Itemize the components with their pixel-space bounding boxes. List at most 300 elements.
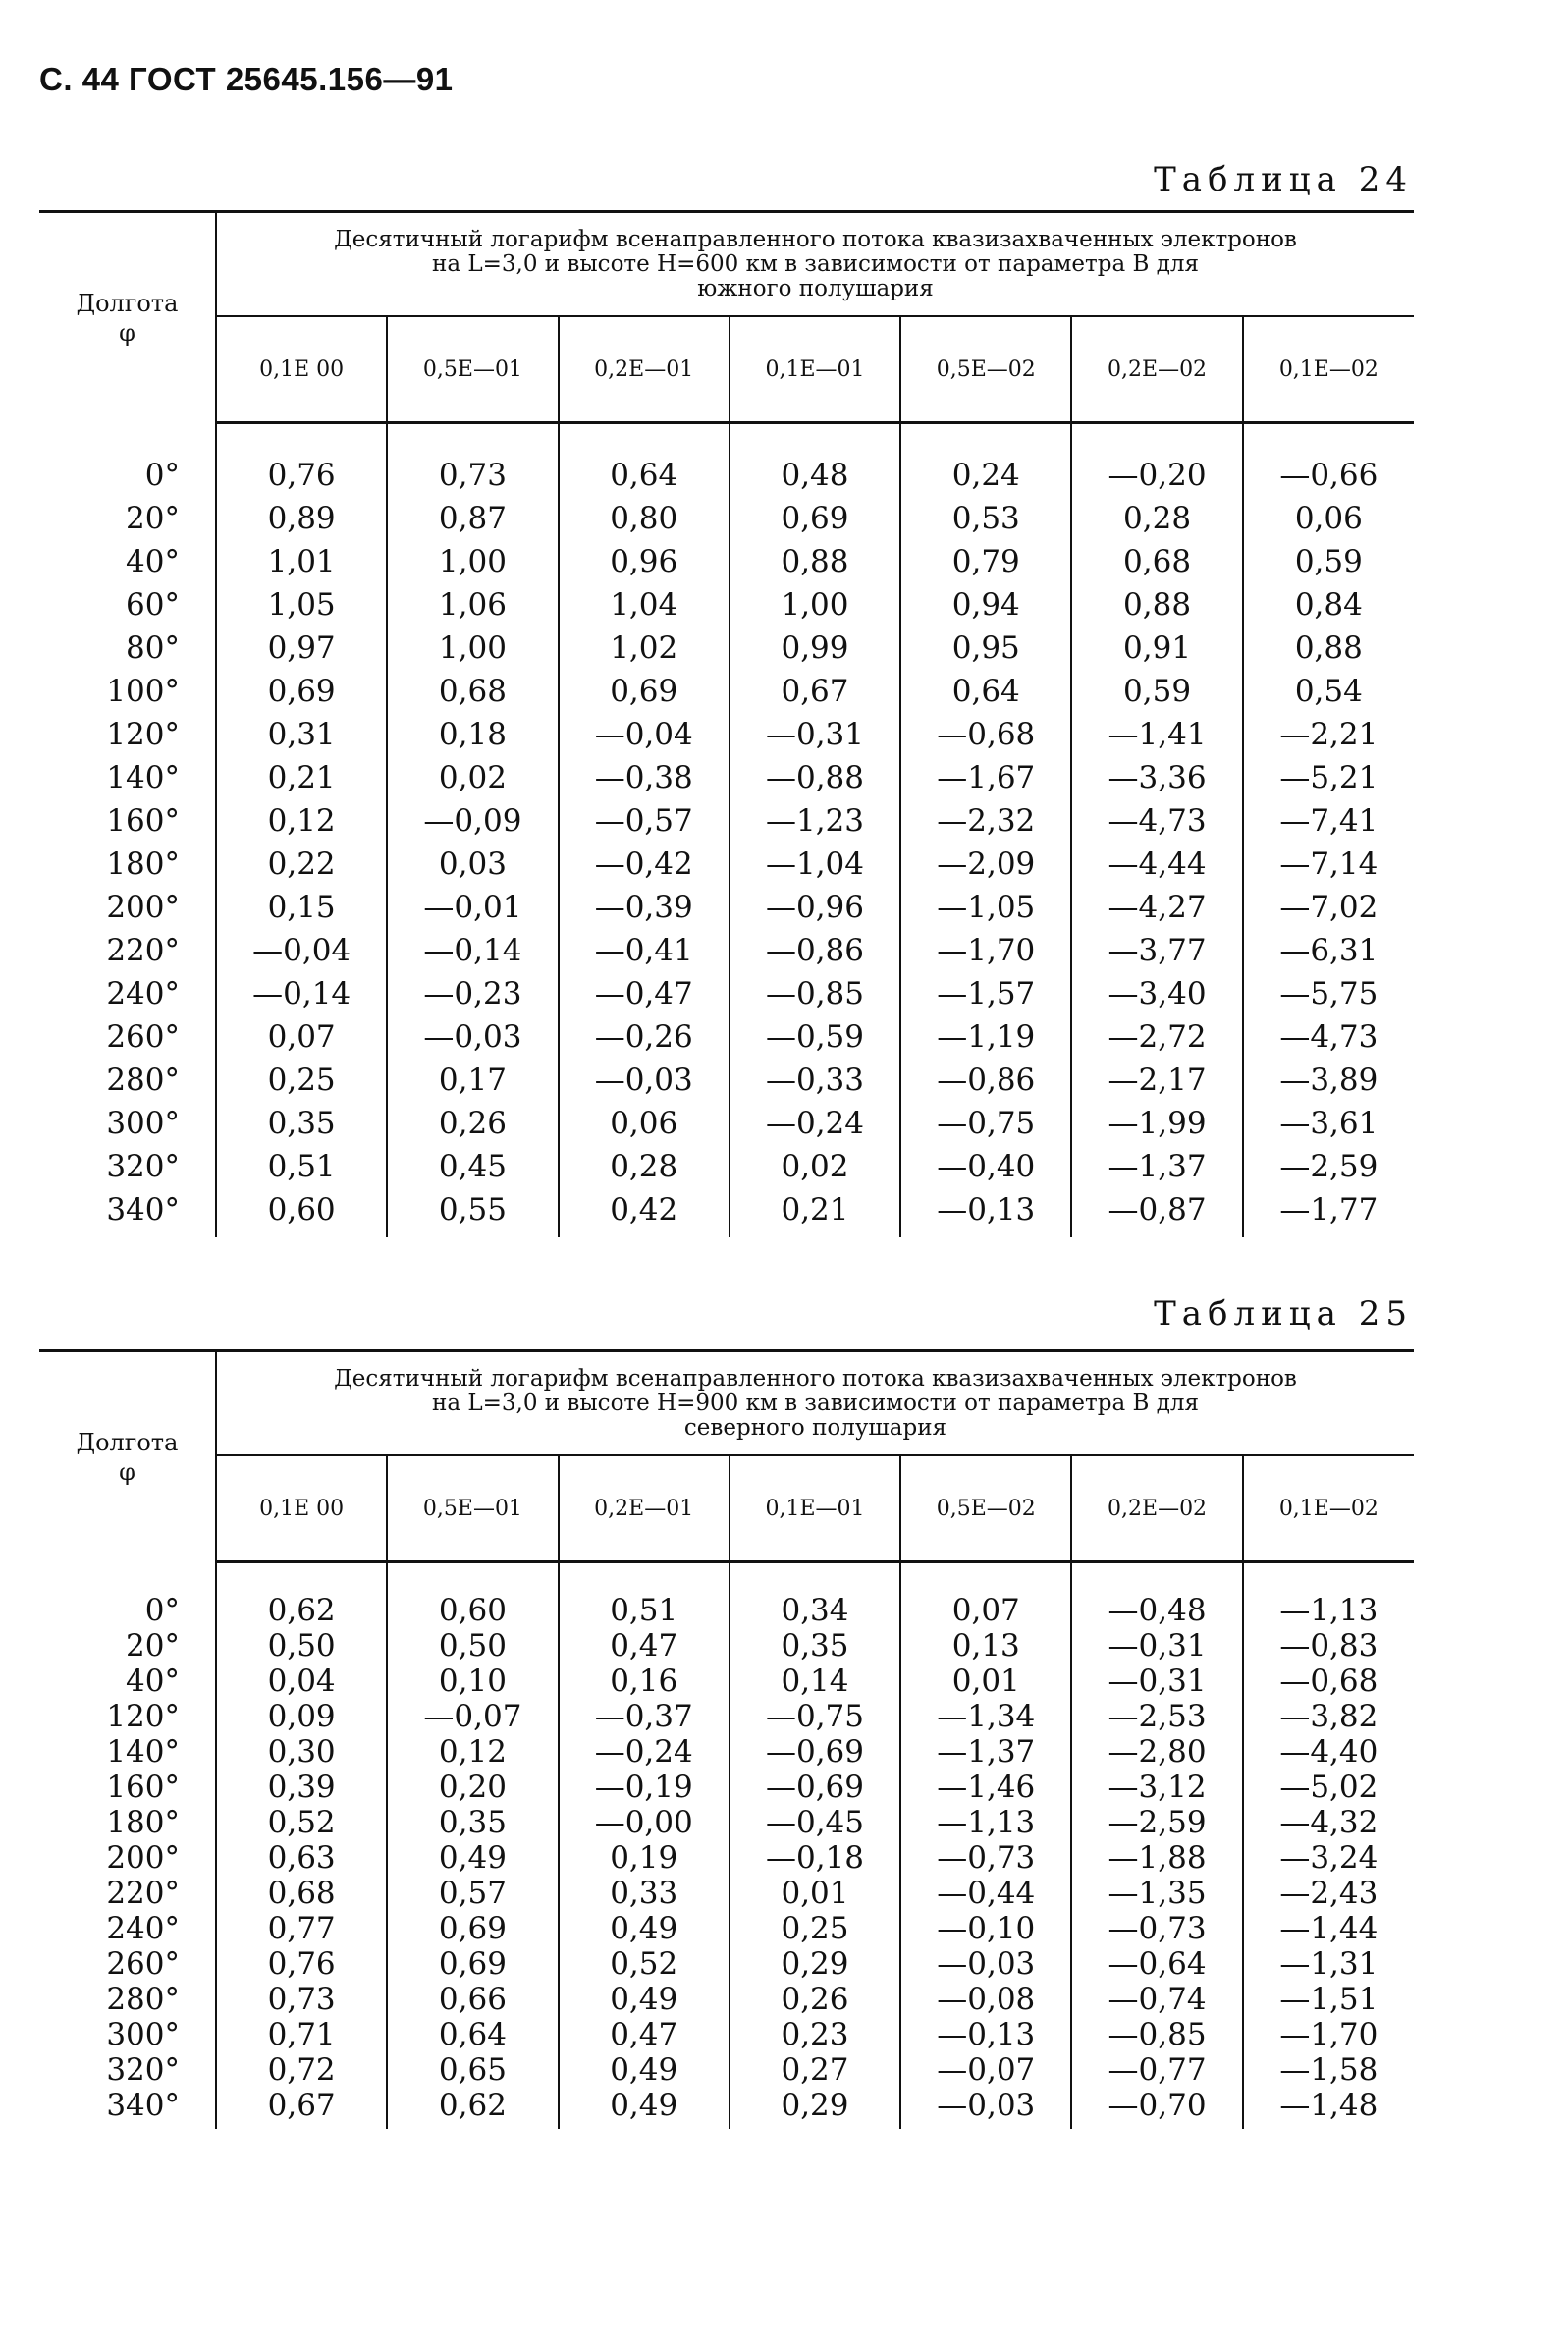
table-row (39, 843, 1414, 886)
value-cell: —0,37 (559, 1699, 730, 1734)
value-cell: 0,69 (216, 670, 387, 713)
stub-header-line2: φ (119, 1457, 135, 1486)
value-cell: 0,71 (216, 2017, 387, 2052)
value-cell: 0,97 (216, 627, 387, 670)
value-cell: 0,35 (730, 1628, 900, 1663)
value-cell: —0,18 (730, 1840, 900, 1876)
column-header: 0,2E—01 (559, 1455, 730, 1562)
value-cell: —1,77 (1243, 1188, 1414, 1237)
value-cell: —0,57 (559, 799, 730, 843)
stub-header-line2: φ (119, 318, 135, 347)
value-cell: —1,70 (900, 929, 1071, 972)
value-cell: —0,68 (1243, 1663, 1414, 1699)
table-row (39, 1628, 1414, 1663)
value-cell: 1,06 (387, 583, 558, 627)
page-header: С. 44 ГОСТ 25645.156—91 (39, 61, 454, 97)
value-cell: 0,15 (216, 886, 387, 929)
value-cell: —0,85 (730, 972, 900, 1015)
value-cell: 0,62 (387, 2088, 558, 2129)
value-cell: 0,04 (216, 1663, 387, 1699)
longitude-cell: 200° (106, 1840, 180, 1876)
value-cell: 0,26 (387, 1102, 558, 1145)
table-row (39, 1699, 1414, 1734)
longitude-cell: 40° (126, 544, 180, 579)
stub-header (39, 1351, 216, 1562)
value-cell: —0,44 (900, 1876, 1071, 1911)
value-cell: 0,64 (559, 454, 730, 497)
value-cell: —0,31 (730, 713, 900, 756)
value-cell: —4,44 (1071, 843, 1242, 886)
table-row (39, 1593, 1414, 1628)
value-cell: 0,49 (559, 1982, 730, 2017)
value-cell: 0,67 (730, 670, 900, 713)
value-cell: 0,49 (559, 1911, 730, 1946)
value-cell: 0,52 (216, 1805, 387, 1840)
value-cell: —1,70 (1243, 2017, 1414, 2052)
longitude-cell: 260° (106, 1946, 180, 1982)
value-cell: 0,14 (730, 1663, 900, 1699)
value-cell: 1,05 (216, 583, 387, 627)
longitude-cell: 40° (126, 1663, 180, 1699)
value-cell: 0,01 (900, 1663, 1071, 1699)
value-cell: —0,24 (559, 1734, 730, 1770)
value-cell: 0,50 (387, 1628, 558, 1663)
value-cell: —0,66 (1243, 454, 1414, 497)
table-row (39, 1145, 1414, 1188)
value-cell: —0,75 (730, 1699, 900, 1734)
value-cell: —0,77 (1071, 2052, 1242, 2088)
value-cell: —5,75 (1243, 972, 1414, 1015)
value-cell: —3,77 (1071, 929, 1242, 972)
value-cell: —1,19 (900, 1015, 1071, 1059)
value-cell: 0,01 (730, 1876, 900, 1911)
value-cell: —0,14 (216, 972, 387, 1015)
value-cell: 0,53 (900, 497, 1071, 540)
table-row (39, 929, 1414, 972)
value-cell: —7,02 (1243, 886, 1414, 929)
value-cell: 0,68 (1071, 540, 1242, 583)
value-cell: 0,45 (387, 1145, 558, 1188)
value-cell: 0,07 (216, 1015, 387, 1059)
value-cell: —0,03 (900, 2088, 1071, 2129)
value-cell: 0,60 (216, 1188, 387, 1237)
value-cell: 1,00 (730, 583, 900, 627)
value-cell: 0,21 (730, 1188, 900, 1237)
value-cell: 0,59 (1243, 540, 1414, 583)
value-cell: 0,88 (1071, 583, 1242, 627)
value-cell: —7,41 (1243, 799, 1414, 843)
table-title-line: северного полушария (683, 1414, 947, 1441)
value-cell: 0,20 (387, 1770, 558, 1805)
longitude-cell: 0° (144, 458, 180, 493)
value-cell: 0,10 (387, 1663, 558, 1699)
column-header: 0,1E—02 (1243, 316, 1414, 423)
value-cell: —6,31 (1243, 929, 1414, 972)
value-cell: 0,06 (1243, 497, 1414, 540)
longitude-cell: 340° (106, 1192, 180, 1227)
value-cell: —0,13 (900, 1188, 1071, 1237)
table-row (39, 1188, 1414, 1237)
value-cell: —0,01 (387, 886, 558, 929)
table-row (39, 713, 1414, 756)
table-row (39, 1982, 1414, 2017)
value-cell: 0,73 (216, 1982, 387, 2017)
table-title (216, 212, 1414, 317)
stub-header-line1: Долгота (76, 289, 179, 317)
longitude-cell: 260° (106, 1019, 180, 1055)
value-cell: —0,85 (1071, 2017, 1242, 2052)
value-cell: —3,24 (1243, 1840, 1414, 1876)
value-cell: 0,49 (559, 2052, 730, 2088)
table-row (39, 1946, 1414, 1982)
value-cell: 0,50 (216, 1628, 387, 1663)
longitude-cell: 140° (106, 1734, 180, 1770)
table-row (39, 972, 1414, 1015)
longitude-cell: 100° (106, 674, 180, 709)
value-cell: —0,04 (216, 929, 387, 972)
value-cell: 0,12 (216, 799, 387, 843)
value-cell: —0,24 (730, 1102, 900, 1145)
value-cell: —0,14 (387, 929, 558, 972)
value-cell: 0,80 (559, 497, 730, 540)
column-header: 0,2E—02 (1071, 1455, 1242, 1562)
value-cell: 0,18 (387, 713, 558, 756)
value-cell: 0,51 (216, 1145, 387, 1188)
value-cell: —0,59 (730, 1015, 900, 1059)
value-cell: —0,03 (900, 1946, 1071, 1982)
value-cell: 0,76 (216, 454, 387, 497)
value-cell: 0,31 (216, 713, 387, 756)
value-cell: —0,19 (559, 1770, 730, 1805)
longitude-cell: 0° (144, 1593, 180, 1628)
longitude-cell: 180° (106, 846, 180, 882)
longitude-cell: 220° (106, 1876, 180, 1911)
value-cell: —0,70 (1071, 2088, 1242, 2129)
column-header: 0,1E 00 (216, 316, 387, 423)
longitude-cell: 300° (106, 1106, 180, 1141)
value-cell: 0,24 (900, 454, 1071, 497)
table-row (39, 583, 1414, 627)
value-cell: 0,27 (730, 2052, 900, 2088)
value-cell: 0,69 (387, 1946, 558, 1982)
value-cell: —1,67 (900, 756, 1071, 799)
value-cell: —0,38 (559, 756, 730, 799)
longitude-cell: 20° (126, 501, 180, 536)
value-cell: 0,02 (387, 756, 558, 799)
table-24 (39, 210, 1414, 1237)
value-cell: 0,68 (216, 1876, 387, 1911)
value-cell: 0,26 (730, 1982, 900, 2017)
value-cell: —1,44 (1243, 1911, 1414, 1946)
table-row (39, 454, 1414, 497)
value-cell: 0,76 (216, 1946, 387, 1982)
value-cell: —0,73 (900, 1840, 1071, 1876)
value-cell: —0,83 (1243, 1628, 1414, 1663)
longitude-cell: 20° (126, 1628, 180, 1663)
table-row (39, 1770, 1414, 1805)
longitude-cell: 180° (106, 1805, 180, 1840)
value-cell: 0,77 (216, 1911, 387, 1946)
value-cell: —0,42 (559, 843, 730, 886)
value-cell: —4,73 (1071, 799, 1242, 843)
table-row (39, 799, 1414, 843)
value-cell: —0,31 (1071, 1628, 1242, 1663)
table-row (39, 1663, 1414, 1699)
value-cell: 1,01 (216, 540, 387, 583)
value-cell: —1,57 (900, 972, 1071, 1015)
value-cell: 0,72 (216, 2052, 387, 2088)
value-cell: 0,22 (216, 843, 387, 886)
table-row (39, 1734, 1414, 1770)
value-cell: 0,51 (559, 1593, 730, 1628)
table-25-caption: Таблица 25 (1154, 1294, 1413, 1334)
value-cell: 0,49 (387, 1840, 558, 1876)
value-cell: —1,31 (1243, 1946, 1414, 1982)
column-header: 0,1E—01 (730, 1455, 900, 1562)
value-cell: —2,72 (1071, 1015, 1242, 1059)
value-cell: —1,04 (730, 843, 900, 886)
value-cell: —0,88 (730, 756, 900, 799)
value-cell: —0,47 (559, 972, 730, 1015)
value-cell: —2,80 (1071, 1734, 1242, 1770)
value-cell: 1,04 (559, 583, 730, 627)
value-cell: —0,00 (559, 1805, 730, 1840)
value-cell: —1,46 (900, 1770, 1071, 1805)
table-row (39, 627, 1414, 670)
column-header: 0,5E—01 (387, 316, 558, 423)
column-header: 0,1E 00 (216, 1455, 387, 1562)
table-24-caption: Таблица 24 (1154, 160, 1413, 199)
longitude-cell: 280° (106, 1982, 180, 2017)
longitude-cell: 160° (106, 1770, 180, 1805)
longitude-cell: 60° (126, 587, 180, 623)
value-cell: —3,40 (1071, 972, 1242, 1015)
value-cell: —2,59 (1071, 1805, 1242, 1840)
table-title-line: Десятичный логарифм всенаправленного потока квазизахваченных электронов (334, 1365, 1297, 1391)
column-header: 0,1E—02 (1243, 1455, 1414, 1562)
value-cell: —1,34 (900, 1699, 1071, 1734)
stub-header-line1: Долгота (76, 1428, 179, 1456)
value-cell: —0,75 (900, 1102, 1071, 1145)
value-cell: 0,64 (900, 670, 1071, 713)
value-cell: —4,32 (1243, 1805, 1414, 1840)
value-cell: 0,52 (559, 1946, 730, 1982)
table-row (39, 2052, 1414, 2088)
value-cell: —0,86 (900, 1059, 1071, 1102)
table-row (39, 1059, 1414, 1102)
longitude-cell: 200° (106, 890, 180, 925)
table-row (39, 886, 1414, 929)
value-cell: 0,99 (730, 627, 900, 670)
value-cell: 0,79 (900, 540, 1071, 583)
value-cell: 1,02 (559, 627, 730, 670)
table-row (39, 1911, 1414, 1946)
table-title (216, 1351, 1414, 1456)
longitude-cell: 240° (106, 976, 180, 1011)
value-cell: 0,69 (730, 497, 900, 540)
value-cell: —0,45 (730, 1805, 900, 1840)
value-cell: —4,27 (1071, 886, 1242, 929)
value-cell: —0,64 (1071, 1946, 1242, 1982)
column-header: 0,5E—01 (387, 1455, 558, 1562)
value-cell: 0,47 (559, 1628, 730, 1663)
value-cell: 0,96 (559, 540, 730, 583)
table-25 (39, 1349, 1414, 2129)
table-row (39, 756, 1414, 799)
value-cell: —0,03 (559, 1059, 730, 1102)
value-cell: —1,99 (1071, 1102, 1242, 1145)
stub-header (39, 212, 216, 423)
value-cell: —3,36 (1071, 756, 1242, 799)
value-cell: 0,13 (900, 1628, 1071, 1663)
value-cell: —0,86 (730, 929, 900, 972)
spacer-row (39, 423, 1414, 455)
longitude-cell: 300° (106, 2017, 180, 2052)
value-cell: —0,08 (900, 1982, 1071, 2017)
value-cell: —0,73 (1071, 1911, 1242, 1946)
value-cell: 0,33 (559, 1876, 730, 1911)
value-cell: —0,33 (730, 1059, 900, 1102)
value-cell: 0,19 (559, 1840, 730, 1876)
value-cell: 0,68 (387, 670, 558, 713)
value-cell: 1,00 (387, 540, 558, 583)
value-cell: —1,41 (1071, 713, 1242, 756)
value-cell: 0,65 (387, 2052, 558, 2088)
value-cell: —5,02 (1243, 1770, 1414, 1805)
value-cell: —0,13 (900, 2017, 1071, 2052)
value-cell: —0,40 (900, 1145, 1071, 1188)
value-cell: —0,69 (730, 1770, 900, 1805)
value-cell: —2,21 (1243, 713, 1414, 756)
value-cell: —1,51 (1243, 1982, 1414, 2017)
value-cell: 0,84 (1243, 583, 1414, 627)
value-cell: 0,60 (387, 1593, 558, 1628)
value-cell: —1,37 (900, 1734, 1071, 1770)
table-row (39, 1015, 1414, 1059)
value-cell: —0,09 (387, 799, 558, 843)
value-cell: 0,67 (216, 2088, 387, 2129)
value-cell: 0,73 (387, 454, 558, 497)
value-cell: 0,25 (216, 1059, 387, 1102)
value-cell: —4,40 (1243, 1734, 1414, 1770)
table-row (39, 2017, 1414, 2052)
value-cell: 0,88 (730, 540, 900, 583)
value-cell: —1,35 (1071, 1876, 1242, 1911)
value-cell: 0,09 (216, 1699, 387, 1734)
value-cell: —0,04 (559, 713, 730, 756)
table-row (39, 497, 1414, 540)
value-cell: —4,73 (1243, 1015, 1414, 1059)
table-row (39, 540, 1414, 583)
value-cell: 0,64 (387, 2017, 558, 2052)
value-cell: —2,09 (900, 843, 1071, 886)
value-cell: 0,02 (730, 1145, 900, 1188)
value-cell: —0,48 (1071, 1593, 1242, 1628)
value-cell: —1,88 (1071, 1840, 1242, 1876)
longitude-cell: 160° (106, 803, 180, 839)
value-cell: 0,28 (1071, 497, 1242, 540)
value-cell: —0,20 (1071, 454, 1242, 497)
table-title-line: южного полушария (697, 275, 934, 301)
value-cell: —1,48 (1243, 2088, 1414, 2129)
longitude-cell: 280° (106, 1063, 180, 1098)
value-cell: 0,62 (216, 1593, 387, 1628)
value-cell: —0,07 (387, 1699, 558, 1734)
longitude-cell: 80° (126, 630, 180, 666)
value-cell: 0,29 (730, 2088, 900, 2129)
value-cell: 0,42 (559, 1188, 730, 1237)
value-cell: —0,10 (900, 1911, 1071, 1946)
value-cell: 0,34 (730, 1593, 900, 1628)
value-cell: 0,23 (730, 2017, 900, 2052)
value-cell: 0,63 (216, 1840, 387, 1876)
column-header: 0,1E—01 (730, 316, 900, 423)
value-cell: 0,06 (559, 1102, 730, 1145)
table-row (39, 670, 1414, 713)
value-cell: —0,07 (900, 2052, 1071, 2088)
value-cell: 0,21 (216, 756, 387, 799)
table-row (39, 1805, 1414, 1840)
value-cell: —0,31 (1071, 1663, 1242, 1699)
value-cell: 0,91 (1071, 627, 1242, 670)
longitude-cell: 120° (106, 717, 180, 752)
value-cell: —0,69 (730, 1734, 900, 1770)
value-cell: 0,30 (216, 1734, 387, 1770)
value-cell: —1,05 (900, 886, 1071, 929)
value-cell: —3,82 (1243, 1699, 1414, 1734)
value-cell: 0,16 (559, 1663, 730, 1699)
value-cell: —5,21 (1243, 756, 1414, 799)
value-cell: —3,12 (1071, 1770, 1242, 1805)
longitude-cell: 220° (106, 933, 180, 968)
longitude-cell: 120° (106, 1699, 180, 1734)
longitude-cell: 320° (106, 2052, 180, 2088)
table-row (39, 1102, 1414, 1145)
value-cell: —2,43 (1243, 1876, 1414, 1911)
longitude-cell: 140° (106, 760, 180, 795)
value-cell: 0,07 (900, 1593, 1071, 1628)
spacer-row (39, 1562, 1414, 1594)
value-cell: —1,13 (900, 1805, 1071, 1840)
value-cell: 0,69 (559, 670, 730, 713)
value-cell: —2,32 (900, 799, 1071, 843)
column-header: 0,2E—01 (559, 316, 730, 423)
value-cell: 0,17 (387, 1059, 558, 1102)
value-cell: —0,96 (730, 886, 900, 929)
table-title-line: на L=3,0 и высоте H=600 км в зависимости от параметра B для (432, 250, 1199, 277)
value-cell: 0,66 (387, 1982, 558, 2017)
value-cell: 0,69 (387, 1911, 558, 1946)
value-cell: —2,53 (1071, 1699, 1242, 1734)
value-cell: 0,12 (387, 1734, 558, 1770)
value-cell: 0,95 (900, 627, 1071, 670)
value-cell: 0,48 (730, 454, 900, 497)
longitude-cell: 240° (106, 1911, 180, 1946)
table-title-line: на L=3,0 и высоте H=900 км в зависимости от параметра B для (432, 1390, 1199, 1416)
table-row (39, 1840, 1414, 1876)
table-row (39, 2088, 1414, 2129)
value-cell: 0,55 (387, 1188, 558, 1237)
value-cell: —0,41 (559, 929, 730, 972)
value-cell: —7,14 (1243, 843, 1414, 886)
value-cell: 0,57 (387, 1876, 558, 1911)
longitude-cell: 340° (106, 2088, 180, 2123)
value-cell: —1,13 (1243, 1593, 1414, 1628)
value-cell: —0,39 (559, 886, 730, 929)
value-cell: 0,59 (1071, 670, 1242, 713)
value-cell: 0,47 (559, 2017, 730, 2052)
value-cell: —0,74 (1071, 1982, 1242, 2017)
